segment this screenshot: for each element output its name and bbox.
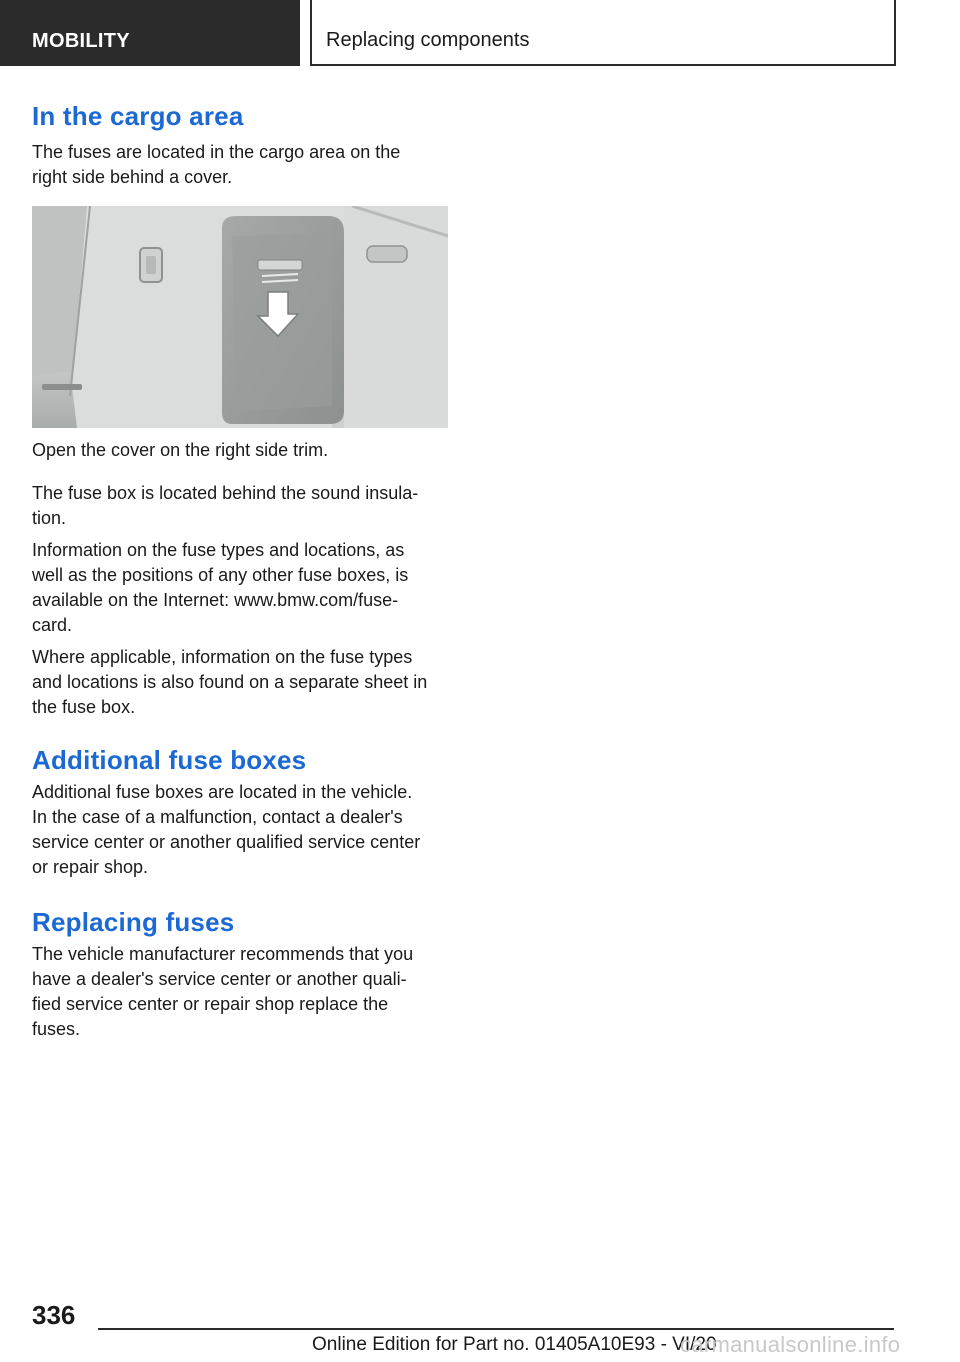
fuse-box-location-text [32,481,450,531]
text-line: the fuse box. [32,697,136,717]
text-line: right side behind a cover. [32,167,233,187]
footer-divider [98,1328,894,1330]
header-bar [0,0,960,66]
additional-fuse-boxes-text [32,780,450,880]
text-line: available on the Internet: www.bmw.com/fuse- [32,590,399,610]
text-line: tion. [32,508,67,528]
cargo-cover-photo [32,206,448,428]
cargo-area-illustration [32,206,448,428]
text-line: The fuse box is located behind the sound insula- [32,483,419,503]
text-line: service center or another qualified service center [32,832,421,852]
fuse-info-text [32,538,450,638]
cargo-area-heading: In the cargo area [32,101,244,131]
text-line: card. [32,615,73,635]
text-line: The vehicle manufacturer recommends that you [32,944,414,964]
additional-fuse-boxes-heading: Additional fuse boxes [32,745,307,775]
text-line: Where applicable, information on the fuse types [32,647,413,667]
text-line: have a dealer's service center or another quali- [32,969,407,989]
text-line: The fuses are located in the cargo area on the [32,142,401,162]
watermark: carmanualsonline.info [680,1332,901,1357]
replacing-fuses-section [32,906,450,1042]
text-line: and locations is also found on a separate sheet in [32,672,428,692]
photo-caption: Open the cover on the right side trim. [32,440,329,460]
text-line: well as the positions of any other fuse boxes, is [32,565,409,585]
section-tab: MOBILITY [0,0,300,66]
replacing-fuses-heading: Replacing fuses [32,907,235,937]
cargo-intro-text [32,140,450,190]
chapter-title: Replacing components [310,0,896,66]
page-number: 336 [32,1300,76,1330]
text-line: Additional fuse boxes are located in the vehicle. [32,782,413,802]
text-line: fuses. [32,1019,81,1039]
fuse-sheet-text [32,645,450,720]
text-line: Information on the fuse types and locations, as [32,540,405,560]
additional-fuse-boxes-section [32,744,450,880]
text-line: fied service center or repair shop replace the [32,994,389,1014]
cargo-area-body [32,438,450,720]
text-line: In the case of a malfunction, contact a dealer's [32,807,403,827]
edition-info: Online Edition for Part no. 01405A10E93 - VI/20 [312,1334,717,1355]
replacing-fuses-text [32,942,450,1042]
text-line: or repair shop. [32,857,149,877]
cargo-area-section [32,100,450,190]
